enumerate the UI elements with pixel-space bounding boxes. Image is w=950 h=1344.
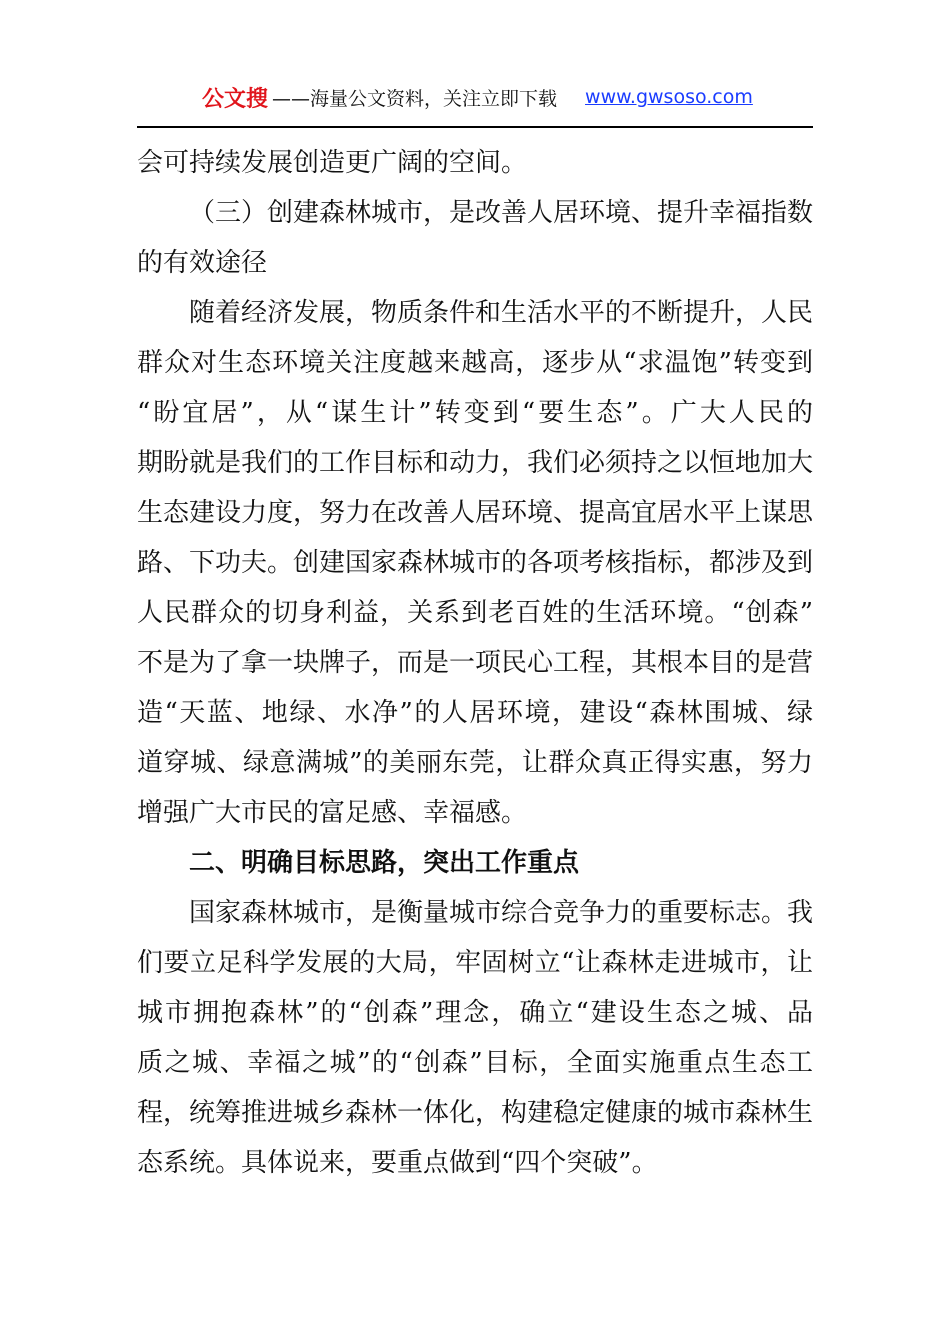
text-line: 群众对生态环境关注度越来越高，逐步从“求温饱”转变到 [137, 348, 813, 378]
brand-logo-text: 公文搜 [202, 86, 269, 112]
text-line: 生态建设力度，努力在改善人居环境、提高宜居水平上谋思 [137, 498, 814, 528]
text-line: 随着经济发展，物质条件和生活水平的不断提升，人民 [189, 298, 814, 328]
text-line: 路、下功夫。创建国家森林城市的各项考核指标，都涉及到 [137, 548, 814, 578]
website-link[interactable]: www.gwsoso.com [585, 86, 753, 108]
text-line: 质之城、幸福之城”的“创森”目标，全面实施重点生态工 [137, 1048, 813, 1078]
text-line: 道穿城、绿意满城”的美丽东莞，让群众真正得实惠，努力 [137, 748, 813, 778]
text-line: 会可持续发展创造更广阔的空间。 [137, 148, 528, 178]
header-tagline: ——海量公文资料，关注立即下载 [272, 87, 558, 110]
section-heading-2: 二、明确目标思路，突出工作重点 [189, 848, 580, 878]
section-heading-3: （三）创建森林城市，是改善人居环境、提升幸福指数 [189, 198, 814, 228]
text-line: “盼宜居”，从“谋生计”转变到“要生态”。广大人民的 [137, 398, 813, 428]
text-line: 们要立足科学发展的大局，牢固树立“让森林走进城市，让 [137, 948, 813, 978]
header-divider [137, 126, 813, 128]
text-line: 期盼就是我们的工作目标和动力，我们必须持之以恒地加大 [137, 448, 814, 478]
text-line: 增强广大市民的富足感、幸福感。 [137, 798, 528, 828]
text-line: 人民群众的切身利益，关系到老百姓的生活环境。“创森” [137, 598, 813, 628]
text-line: 不是为了拿一块牌子，而是一项民心工程，其根本目的是营 [137, 648, 814, 678]
document-body [137, 138, 813, 1188]
page-header [137, 80, 813, 114]
section-heading-3-cont: 的有效途径 [137, 248, 268, 278]
text-line: 态系统。具体说来，要重点做到“四个突破”。 [137, 1148, 658, 1178]
text-line: 国家森林城市，是衡量城市综合竞争力的重要标志。我 [189, 898, 814, 928]
text-line: 程，统筹推进城乡森林一体化，构建稳定健康的城市森林生 [137, 1098, 814, 1128]
text-line: 城市拥抱森林”的“创森”理念，确立“建设生态之城、品 [137, 998, 813, 1028]
text-line: 造“天蓝、地绿、水净”的人居环境，建设“森林围城、绿 [137, 698, 813, 728]
